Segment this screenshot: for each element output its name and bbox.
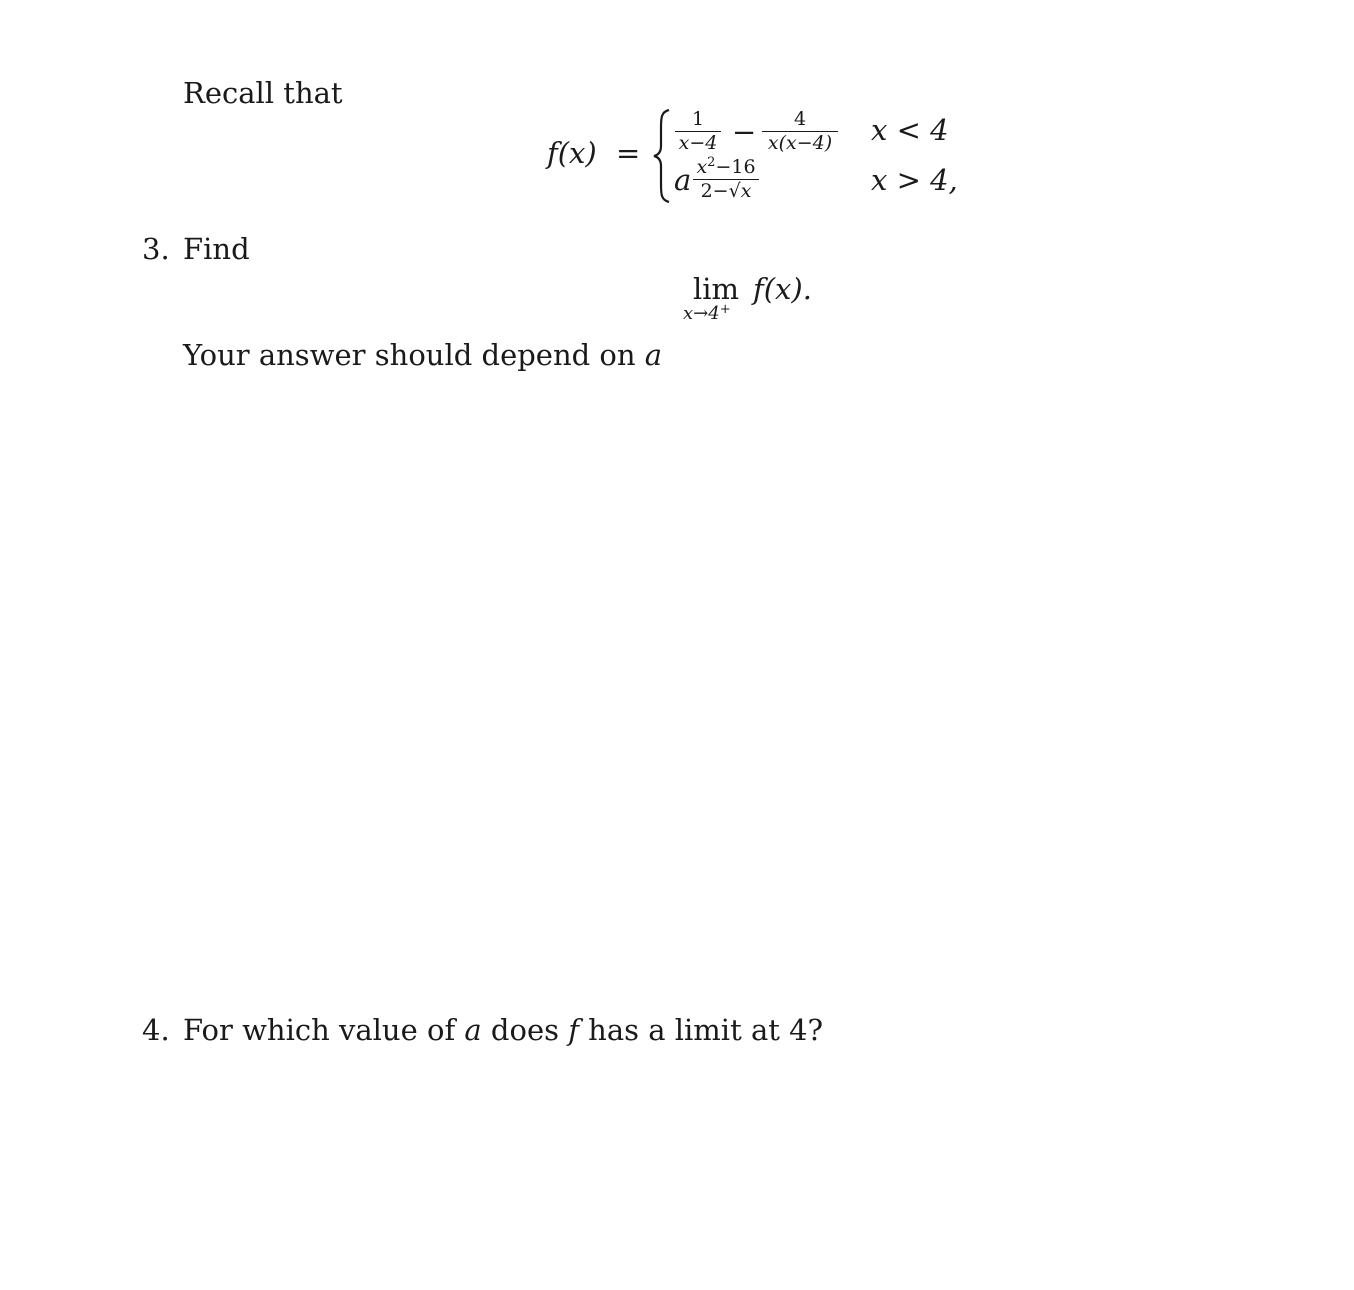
case1-fraction-1 [675, 110, 721, 154]
case2-condition: x > 4, [871, 163, 958, 197]
case1-frac1-numerator: 1 [691, 108, 705, 130]
sqrt-radicand: x [740, 179, 752, 202]
variable-a: a [464, 1013, 482, 1047]
case1-condition: x < 4 [871, 113, 949, 147]
case1-minus: − [732, 115, 757, 149]
left-brace-icon [652, 108, 672, 204]
equals-sign: = [616, 136, 641, 170]
question3-number: 3. [142, 232, 170, 266]
function-lhs: f(x) [547, 136, 597, 170]
case1-frac2-numerator: 4 [793, 108, 807, 130]
case2-coefficient: a [674, 163, 692, 197]
case2-numerator: $x^2-16$ [696, 155, 756, 178]
variable-f: f [568, 1013, 579, 1047]
question3-label: Find [183, 232, 250, 266]
case2-fraction [693, 156, 759, 202]
limit-function: f(x). [753, 272, 812, 306]
question4-number: 4. [142, 1013, 170, 1047]
recall-text: Recall that [183, 76, 343, 110]
case1-frac1-denominator: x−4 [678, 131, 718, 154]
question4-text: For which value of a does f has a limit at 4? [183, 1013, 824, 1047]
question3-note: Your answer should depend on a [183, 338, 663, 372]
case1-fraction-2 [762, 110, 838, 154]
limit-operator: lim [693, 272, 740, 306]
variable-a: a [644, 338, 663, 372]
limit-subscript: x→4+ [683, 302, 731, 324]
case1-frac2-denominator: x(x−4) [767, 131, 833, 154]
case2-denominator: 2−√x [700, 179, 752, 202]
